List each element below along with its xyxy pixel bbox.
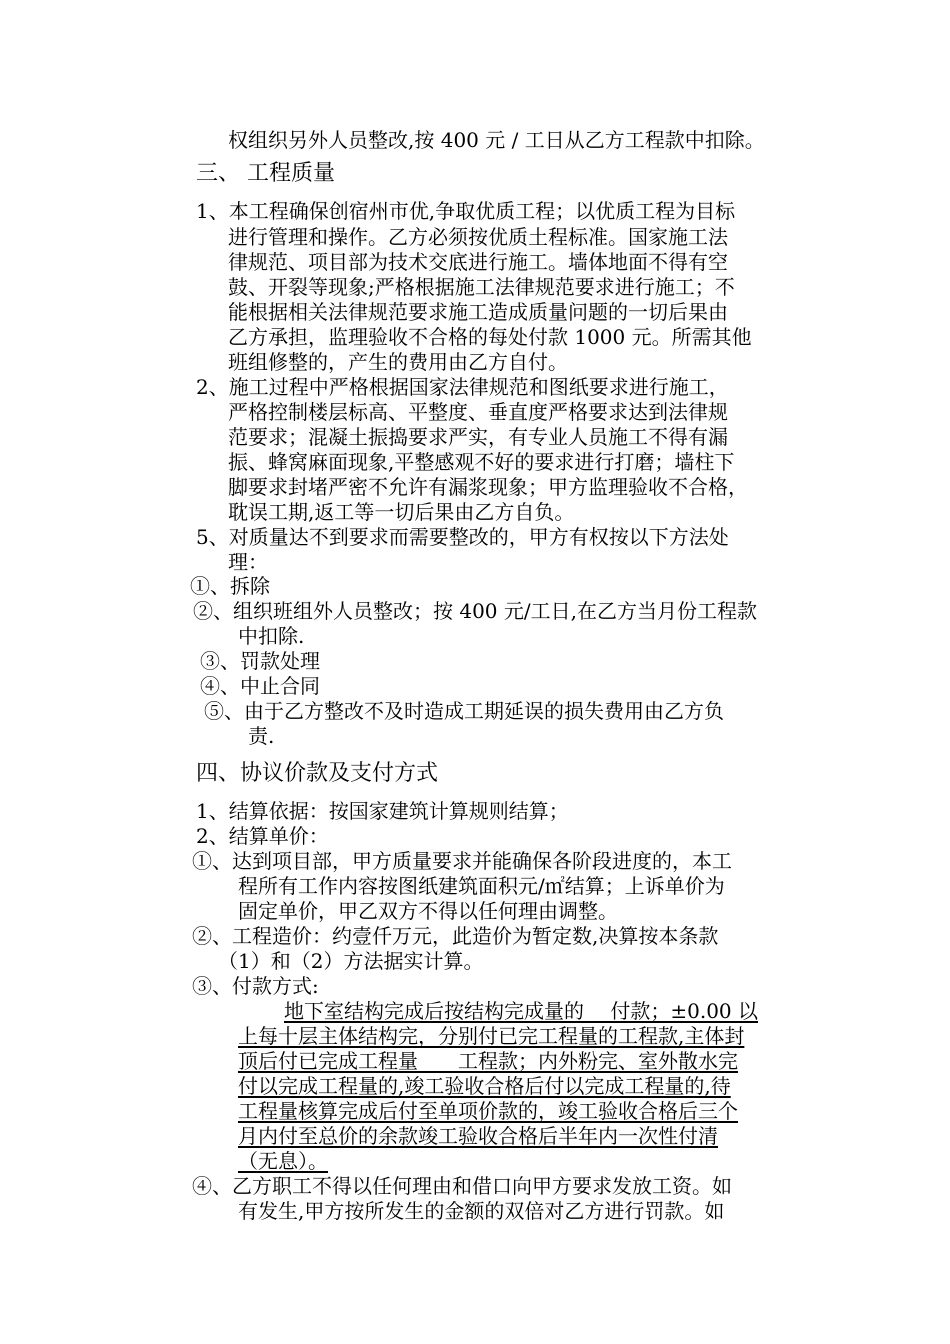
text-line: 耽误工期,返工等一切后果由乙方自负。 xyxy=(228,500,575,524)
list-item: ①、达到项目部，甲方质量要求并能确保各阶段进度的，本工 xyxy=(192,849,732,873)
text-line: 鼓、开裂等现象;严格根据施工法律规范要求进行施工；不 xyxy=(228,275,735,299)
text-line: 中扣除. xyxy=(238,624,305,648)
underlined-text-line: 上每十层主体结构完，分别付已完工程量的工程款,主体封 xyxy=(238,1024,745,1048)
text-line: 1、结算依据：按国家建筑计算规则结算； xyxy=(196,799,569,823)
list-item: ②、组织班组外人员整改；按 400 元/工日,在乙方当月份工程款 xyxy=(193,599,757,623)
text-line: （1）和（2）方法据实计算。 xyxy=(218,949,484,973)
text-line: 固定单价，甲乙双方不得以任何理由调整。 xyxy=(238,899,618,923)
text-line: 振、蜂窝麻面现象,平整感观不好的要求进行打磨；墙柱下 xyxy=(228,450,735,474)
underlined-text-line: 付以完成工程量的,竣工验收合格后付以完成工程量的,待 xyxy=(238,1074,731,1098)
text-line: 严格控制楼层标高、平整度、垂直度严格要求达到法律规 xyxy=(228,400,728,424)
underlined-text-line: 工程量核算完成后付至单项价款的，竣工验收合格后三个 xyxy=(238,1099,738,1123)
text-line: 2、结算单价： xyxy=(196,824,329,848)
underlined-text-line: 顶后付已完成工程量 工程款；内外粉完、室外散水完 xyxy=(238,1049,738,1073)
text-line: 脚要求封堵严密不允许有漏浆现象；甲方监理验收不合格， xyxy=(228,475,748,499)
text-line: 权组织另外人员整改,按 400 元 / 工日从乙方工程款中扣除。 xyxy=(228,128,765,152)
text-line: 范要求；混凝土振捣要求严实，有专业人员施工不得有漏 xyxy=(228,425,728,449)
text-line: 能根据相关法律规范要求施工造成质量问题的一切后果由 xyxy=(228,300,728,324)
text-line: 律规范、项目部为技术交底进行施工。墙体地面不得有空 xyxy=(228,250,728,274)
text-line: 理： xyxy=(228,550,268,574)
list-item: ③、付款方式: xyxy=(192,974,319,998)
text-line: 责. xyxy=(248,724,275,748)
list-item: ②、工程造价：约壹仟万元，此造价为暂定数,决算按本条款 xyxy=(192,924,719,948)
underlined-text-line: 月内付至总价的余款竣工验收合格后半年内一次性付清 xyxy=(238,1124,718,1148)
text-line: 有发生,甲方按所发生的金额的双倍对乙方进行罚款。如 xyxy=(238,1199,725,1223)
list-item: ③、罚款处理 xyxy=(200,649,320,673)
text-line: 班组修整的，产生的费用由乙方自付。 xyxy=(228,350,568,374)
text-line: 进行管理和操作。乙方必须按优质土程标准。国家施工法 xyxy=(228,225,728,249)
text-line: 5、对质量达不到要求而需要整改的，甲方有权按以下方法处 xyxy=(196,525,729,549)
text-line: 2、施工过程中严格根据国家法律规范和图纸要求进行施工， xyxy=(196,375,729,399)
list-item: ④、乙方职工不得以任何理由和借口向甲方要求发放工资。如 xyxy=(192,1174,732,1198)
text-line: 程所有工作内容按图纸建筑面积元/㎡结算；上诉单价为 xyxy=(238,874,725,898)
text-line: 1、本工程确保创宿州市优,争取优质工程；以优质工程为目标 xyxy=(196,199,736,223)
section-heading: 四、协议价款及支付方式 xyxy=(196,761,439,786)
underlined-text-line: （无息）。 xyxy=(238,1149,328,1173)
list-item: ①、拆除 xyxy=(190,574,270,598)
text-line: 乙方承担，监理验收不合格的每处付款 1000 元。所需其他 xyxy=(228,325,752,349)
list-item: ⑤、由于乙方整改不及时造成工期延误的损失费用由乙方负 xyxy=(204,699,724,723)
section-heading: 三、 工程质量 xyxy=(196,161,335,186)
underlined-text-line: 地下室结构完成后按结构完成量的 付款；±0.00 以 xyxy=(284,999,759,1023)
list-item: ④、中止合同 xyxy=(200,674,320,698)
